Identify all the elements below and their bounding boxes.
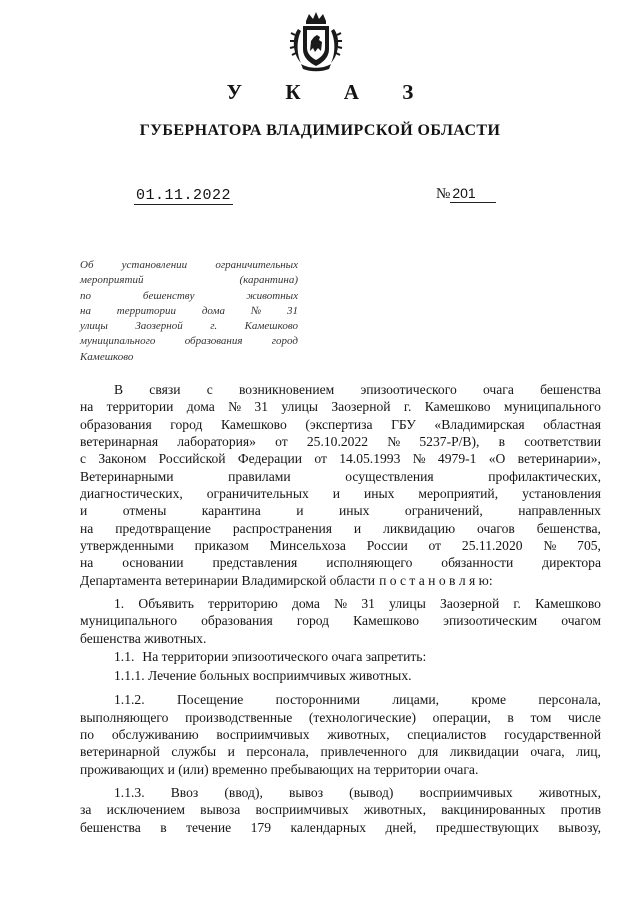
body-line <box>80 520 601 537</box>
body-word: 1. <box>114 596 125 612</box>
body-word: Федерации <box>237 451 303 467</box>
body-word: директора <box>542 555 601 571</box>
body-word: очагов <box>477 520 515 536</box>
body-word: улицы <box>281 399 319 415</box>
body-word: направленных <box>518 503 601 519</box>
body-word: профилактических, <box>488 468 601 484</box>
subject-word: г. <box>210 320 218 333</box>
body-word: соответствии <box>524 434 601 450</box>
body-word: связи <box>149 382 181 397</box>
body-word: (вывод) <box>349 785 394 801</box>
body-word: течение <box>186 819 232 835</box>
body-word: В <box>114 382 124 397</box>
body-word: выполняющего <box>80 709 169 725</box>
body-word: за <box>80 802 92 818</box>
subject-word: животных <box>246 289 298 302</box>
body-word: и <box>332 486 340 502</box>
body-word: в <box>507 709 514 725</box>
body-word: дома <box>291 596 320 612</box>
body-word: и <box>353 520 362 536</box>
body-word: вывоз <box>289 785 324 801</box>
body-word: муниципального <box>80 613 178 629</box>
body-word: Минсельхоза <box>269 538 346 554</box>
body-word: карантина <box>201 503 261 519</box>
body-word: специалистов <box>407 727 487 743</box>
body-word: проживающих и (или) временно пребывающих на территории очага. <box>80 761 479 777</box>
body-word: том <box>530 709 552 725</box>
body-word: иных <box>363 486 395 502</box>
body-word: (экспертиза <box>305 416 373 432</box>
body-word: исключением <box>106 802 185 818</box>
body-word: представления <box>212 555 298 571</box>
body-word: службы <box>171 744 217 760</box>
body-word: г. <box>513 596 521 612</box>
body-word: эпизоотическим <box>443 613 538 629</box>
body-line <box>80 630 601 647</box>
body-word: 31 <box>361 596 375 612</box>
body-word: персонала, <box>538 692 601 708</box>
body-word: Ветеринарными <box>80 468 174 484</box>
body-word: бешенства, <box>536 520 601 536</box>
body-line <box>80 819 601 836</box>
subject-word: территории <box>116 304 177 317</box>
document-number <box>436 185 496 203</box>
body-word: бешенства животных. <box>80 630 207 646</box>
body-word: установления <box>522 486 601 502</box>
body-word: мероприятий, <box>418 486 499 502</box>
body-word: вывозу, <box>558 819 601 835</box>
subject-word: Заозерной <box>135 320 183 333</box>
body-word: иных <box>338 503 370 519</box>
body-word: образования <box>80 416 152 432</box>
body-word: 1.1.1. Лечение больных восприимчивых животных. <box>114 668 412 684</box>
body-line <box>80 554 601 571</box>
body-line <box>80 468 601 485</box>
body-line <box>80 572 601 589</box>
body-word: «Владимирская <box>434 416 525 432</box>
body-word: 1.1.2. <box>114 692 145 708</box>
body-word: Департамента ветеринарии Владимирской области <box>80 572 376 588</box>
body-line <box>80 801 601 818</box>
body-word: ветеринарной <box>80 744 160 760</box>
body-word: Камешково <box>535 596 601 612</box>
body-word: от <box>275 434 288 450</box>
body-line <box>80 433 601 450</box>
body-word: (ввод), <box>224 785 263 801</box>
body-word: восприимчивых <box>216 727 310 743</box>
body-word: (технологические) <box>308 709 417 725</box>
body-word: утвержденными <box>80 538 174 554</box>
body-word: № <box>228 399 242 415</box>
body-line <box>80 726 601 743</box>
subject-word: Камешково <box>244 320 298 333</box>
subject-line <box>80 258 298 273</box>
body-word: и <box>227 744 235 760</box>
body-word: на <box>80 520 94 536</box>
body-word: числе <box>567 709 601 725</box>
body-word: Объявить <box>138 596 194 612</box>
subject-word: 31 <box>286 304 298 317</box>
subject-word: (карантина) <box>239 274 298 287</box>
body-word: Камешково <box>353 613 420 629</box>
body-word: 5237-Р/В), <box>419 434 480 450</box>
subject-word: муниципального <box>80 335 156 348</box>
body-word: кроме <box>471 692 506 708</box>
body-word: дней, <box>385 819 417 835</box>
body-word: Российской <box>158 451 226 467</box>
subject-word: город <box>271 335 298 348</box>
body-word: территорию <box>208 596 278 612</box>
subject-word: установлении <box>121 259 188 271</box>
subject-word: улицы <box>80 320 108 333</box>
body-word: эпизоотического <box>360 382 457 397</box>
body-word: ветеринарии», <box>517 451 601 467</box>
body-word: ограничительных <box>206 486 309 502</box>
subject-word: Камешково <box>80 350 134 363</box>
body-word: операции, <box>432 709 491 725</box>
body-word: и <box>80 503 88 519</box>
body-line <box>80 612 601 629</box>
body-word: На территории эпизоотического очага запретить: <box>142 649 427 665</box>
body-word: производственные <box>185 709 293 725</box>
body-word: «О <box>488 451 506 467</box>
body-word: против <box>560 802 601 818</box>
body-word: ветеринарная <box>80 434 159 450</box>
body-line <box>80 502 601 519</box>
body-line <box>80 450 601 467</box>
body-word: приказом <box>194 538 249 554</box>
body-word: № <box>543 538 557 554</box>
body-word: лаборатория» <box>177 434 256 450</box>
body-word: отмены <box>122 503 167 519</box>
subject-word: по <box>80 289 91 302</box>
body-word: № <box>412 451 426 467</box>
body-word: № <box>387 434 401 450</box>
subject-word: мероприятий <box>80 274 144 287</box>
subject-word: ограничительных <box>215 259 298 271</box>
body-word: лиц, <box>576 744 601 760</box>
document-subtitle: ГУБЕРНАТОРА ВЛАДИМИРСКОЙ ОБЛАСТИ <box>139 122 501 139</box>
subject-line <box>80 319 298 334</box>
body-word: п о с т а н о в л я ю: <box>379 572 493 588</box>
document-title: У К А З <box>226 80 433 104</box>
coat-of-arms-emblem-icon <box>289 11 343 73</box>
body-word: посторонними <box>275 692 360 708</box>
body-word: 25.11.2020 <box>461 538 523 554</box>
body-word: город <box>296 613 330 629</box>
body-word: на <box>80 555 94 571</box>
body-word: календарных <box>290 819 367 835</box>
subject-line <box>80 334 298 349</box>
body-word: в <box>160 819 167 835</box>
body-line <box>80 691 601 708</box>
subject-line <box>80 350 298 365</box>
body-word: на <box>80 399 94 415</box>
body-word: с <box>206 382 213 397</box>
body-line <box>80 648 601 665</box>
body-word: животных, <box>327 727 390 743</box>
body-line <box>80 709 601 726</box>
body-word: основании <box>122 555 184 571</box>
body-word: для <box>418 744 439 760</box>
body-word: муниципального <box>503 399 601 415</box>
body-word: бешенства <box>540 382 601 397</box>
body-line <box>80 398 601 415</box>
subject-line <box>80 289 298 304</box>
body-word: с <box>80 451 87 467</box>
body-word: Заозерной <box>331 399 391 415</box>
body-word: Камешково <box>220 416 287 432</box>
body-word: бешенства <box>80 819 141 835</box>
body-line <box>80 743 601 760</box>
body-word: от <box>428 538 442 554</box>
body-word: Посещение <box>176 692 244 708</box>
body-word: 31 <box>254 399 269 415</box>
body-word: обязанности <box>441 555 514 571</box>
body-line <box>80 784 601 801</box>
document-body <box>80 381 601 836</box>
body-word: 14.05.1993 <box>339 451 401 467</box>
body-word: предшествующих <box>435 819 539 835</box>
body-word: предотвращение <box>115 520 211 536</box>
body-word: 1.1.3. <box>114 785 145 801</box>
body-word: областная <box>543 416 601 432</box>
body-word: обслуживанию <box>111 727 199 743</box>
body-word: животных, <box>538 785 601 801</box>
body-word: 1.1. <box>114 649 135 665</box>
number-value: 201 <box>450 185 496 203</box>
body-word: исполняющего <box>326 555 413 571</box>
body-line <box>80 381 601 398</box>
body-word: очага <box>482 382 514 397</box>
body-word: Законом <box>98 451 147 467</box>
body-word: вывоза <box>200 802 241 818</box>
body-word: правилами <box>228 468 291 484</box>
body-word: привлеченного <box>320 744 407 760</box>
body-word: г. <box>403 399 412 415</box>
body-word: образования <box>201 613 273 629</box>
subject-word: образования <box>184 335 243 348</box>
body-word: 179 <box>250 819 272 835</box>
body-word: России <box>366 538 408 554</box>
body-line <box>80 416 601 433</box>
document-subject <box>80 258 298 365</box>
body-line <box>80 595 601 612</box>
body-word: ликвидацию <box>383 520 456 536</box>
body-word: очага, <box>530 744 565 760</box>
body-word: ликвидации <box>449 744 519 760</box>
subject-line <box>80 304 298 319</box>
body-word: и <box>296 503 304 519</box>
body-word: лицами, <box>392 692 440 708</box>
body-word: по <box>80 727 95 743</box>
subject-word: № <box>250 304 262 317</box>
body-word: дома <box>186 399 215 415</box>
body-word: 705, <box>577 538 601 554</box>
body-line <box>80 537 601 554</box>
body-word: вакцинированных <box>441 802 546 818</box>
subject-word: на <box>80 304 91 317</box>
body-word: 4979-1 <box>437 451 477 467</box>
body-line <box>80 485 601 502</box>
body-word: государственной <box>504 727 601 743</box>
body-word: диагностических, <box>80 486 183 502</box>
body-word: ГБУ <box>391 416 416 432</box>
body-word: в <box>498 434 506 450</box>
body-word: 25.10.2022 <box>306 434 369 450</box>
document-date: 01.11.2022 <box>136 187 232 204</box>
body-line <box>80 667 601 684</box>
body-word: восприимчивых <box>419 785 513 801</box>
body-word: очагом <box>561 613 601 629</box>
body-word: восприимчивых <box>255 802 349 818</box>
body-word: от <box>314 451 327 467</box>
body-line <box>80 761 601 778</box>
body-word: возникновением <box>238 382 335 397</box>
body-word: Камешково <box>424 399 491 415</box>
body-word: № <box>334 596 348 612</box>
number-label: № <box>436 186 451 202</box>
subject-word: бешенству <box>142 289 195 302</box>
subject-word: дома <box>201 304 226 317</box>
body-word: Заозерной <box>440 596 500 612</box>
body-word: животных, <box>363 802 426 818</box>
subject-line <box>80 273 298 288</box>
body-word: осуществления <box>345 468 434 484</box>
body-word: распространения <box>232 520 333 536</box>
subject-word: Об <box>80 259 94 271</box>
body-word: ограничений, <box>404 503 483 519</box>
body-word: персонала, <box>246 744 309 760</box>
body-word: город <box>170 416 203 432</box>
body-word: территории <box>106 399 174 415</box>
body-word: улицы <box>389 596 426 612</box>
body-word: Ввоз <box>170 785 199 801</box>
